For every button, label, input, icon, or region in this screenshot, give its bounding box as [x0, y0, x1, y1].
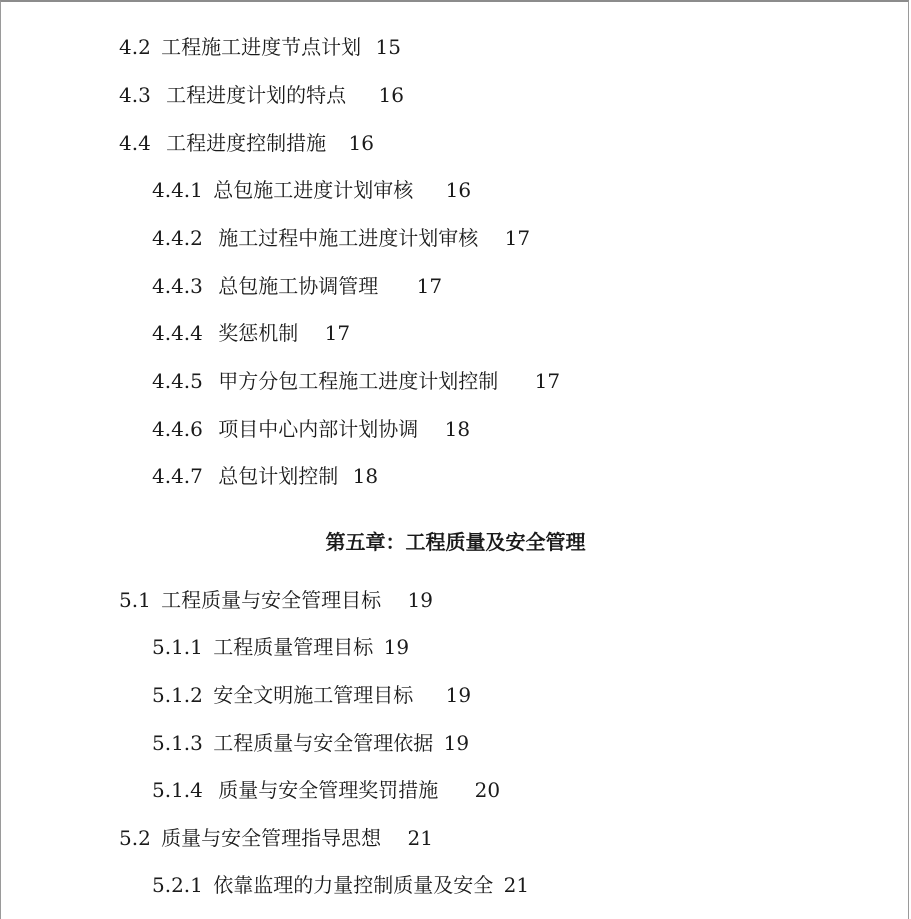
toc-entry-title: 工程进度控制措施 — [166, 131, 327, 155]
toc-entry-title: 安全文明施工管理目标 — [213, 683, 414, 707]
toc-entry-page: 16 — [445, 178, 472, 202]
toc-entry-number: 4.4.7 — [152, 464, 203, 488]
toc-entry-title: 工程进度计划的特点 — [166, 83, 347, 107]
toc-entry-title: 总包计划控制 — [218, 464, 339, 488]
toc-entry-number: 4.4.1 — [152, 178, 203, 202]
toc-entry-number: 4.4.3 — [152, 274, 203, 298]
toc-entry-page: 19 — [445, 683, 472, 707]
toc-entry — [119, 826, 433, 850]
toc-entry-number: 5.1.2 — [152, 683, 203, 707]
toc-entry — [152, 873, 529, 897]
toc-entry-title: 工程质量与安全管理依据 — [213, 731, 434, 755]
toc-entry-title: 奖惩机制 — [218, 321, 299, 345]
toc-entry-title: 质量与安全管理指导思想 — [161, 826, 382, 850]
toc-entry-page: 17 — [534, 369, 561, 393]
toc-entry-title: 施工过程中施工进度计划审核 — [218, 226, 479, 250]
toc-entry-page: 16 — [348, 131, 374, 155]
toc-entry-number: 5.1.4 — [152, 778, 203, 802]
toc-entry-page: 17 — [504, 226, 531, 250]
toc-entry-number: 4.3 — [119, 83, 151, 107]
toc-entry — [152, 178, 471, 202]
toc-entry-title: 工程质量管理目标 — [213, 635, 374, 659]
toc-entry — [152, 731, 469, 755]
toc-entry-number: 4.4.6 — [152, 417, 203, 441]
toc-entry-number: 4.4.2 — [152, 226, 203, 250]
toc-entry-number: 5.1 — [119, 588, 151, 612]
toc-entry — [119, 83, 404, 107]
toc-entry-page: 18 — [444, 417, 471, 441]
toc-entry-title: 总包施工进度计划审核 — [213, 178, 414, 202]
toc-entry-number: 4.4 — [119, 131, 151, 155]
toc-entry-title: 甲方分包工程施工进度计划控制 — [218, 369, 499, 393]
toc-entry — [152, 369, 560, 393]
toc-entry-number: 5.2 — [119, 826, 151, 850]
toc-entry — [152, 464, 378, 488]
chapter-heading: 第五章：工程质量及安全管理 — [325, 530, 586, 554]
toc-entry-page: 19 — [383, 635, 410, 659]
toc-entry-page: 16 — [378, 83, 404, 107]
toc-entry-page: 19 — [443, 731, 470, 755]
toc-entry-number: 4.4.5 — [152, 369, 203, 393]
toc-entry-page: 17 — [324, 321, 351, 345]
toc-entry-number: 5.1.3 — [152, 731, 203, 755]
toc-entry-page: 19 — [407, 588, 433, 612]
toc-entry-number: 4.2 — [119, 35, 151, 59]
toc-entry-number: 5.1.1 — [152, 635, 203, 659]
toc-entry-page: 18 — [352, 464, 379, 488]
toc-entry-title: 总包施工协调管理 — [218, 274, 379, 298]
toc-entry — [152, 417, 470, 441]
toc-entry-title: 工程施工进度节点计划 — [161, 35, 362, 59]
toc-entry-page: 20 — [474, 778, 501, 802]
toc-entry-title: 项目中心内部计划协调 — [218, 417, 419, 441]
toc-entry-number: 5.2.1 — [152, 873, 203, 897]
toc-entry — [152, 226, 530, 250]
toc-entry-title: 依靠监理的力量控制质量及安全 — [213, 873, 494, 897]
toc-entry-number: 4.4.4 — [152, 321, 203, 345]
toc-entry-title: 质量与安全管理奖罚措施 — [218, 778, 439, 802]
toc-entry-page: 21 — [407, 826, 433, 850]
toc-entry — [152, 683, 471, 707]
toc-entry — [152, 635, 409, 659]
toc-entry-title: 工程质量与安全管理目标 — [161, 588, 382, 612]
toc-entry-page: 21 — [503, 873, 530, 897]
toc-entry — [119, 588, 433, 612]
toc-entry — [152, 778, 500, 802]
toc-entry-page: 17 — [416, 274, 443, 298]
toc-entry — [152, 321, 350, 345]
toc-entry — [119, 131, 374, 155]
toc-entry-page: 15 — [375, 35, 401, 59]
toc-entry — [119, 35, 401, 59]
toc-entry — [152, 274, 442, 298]
